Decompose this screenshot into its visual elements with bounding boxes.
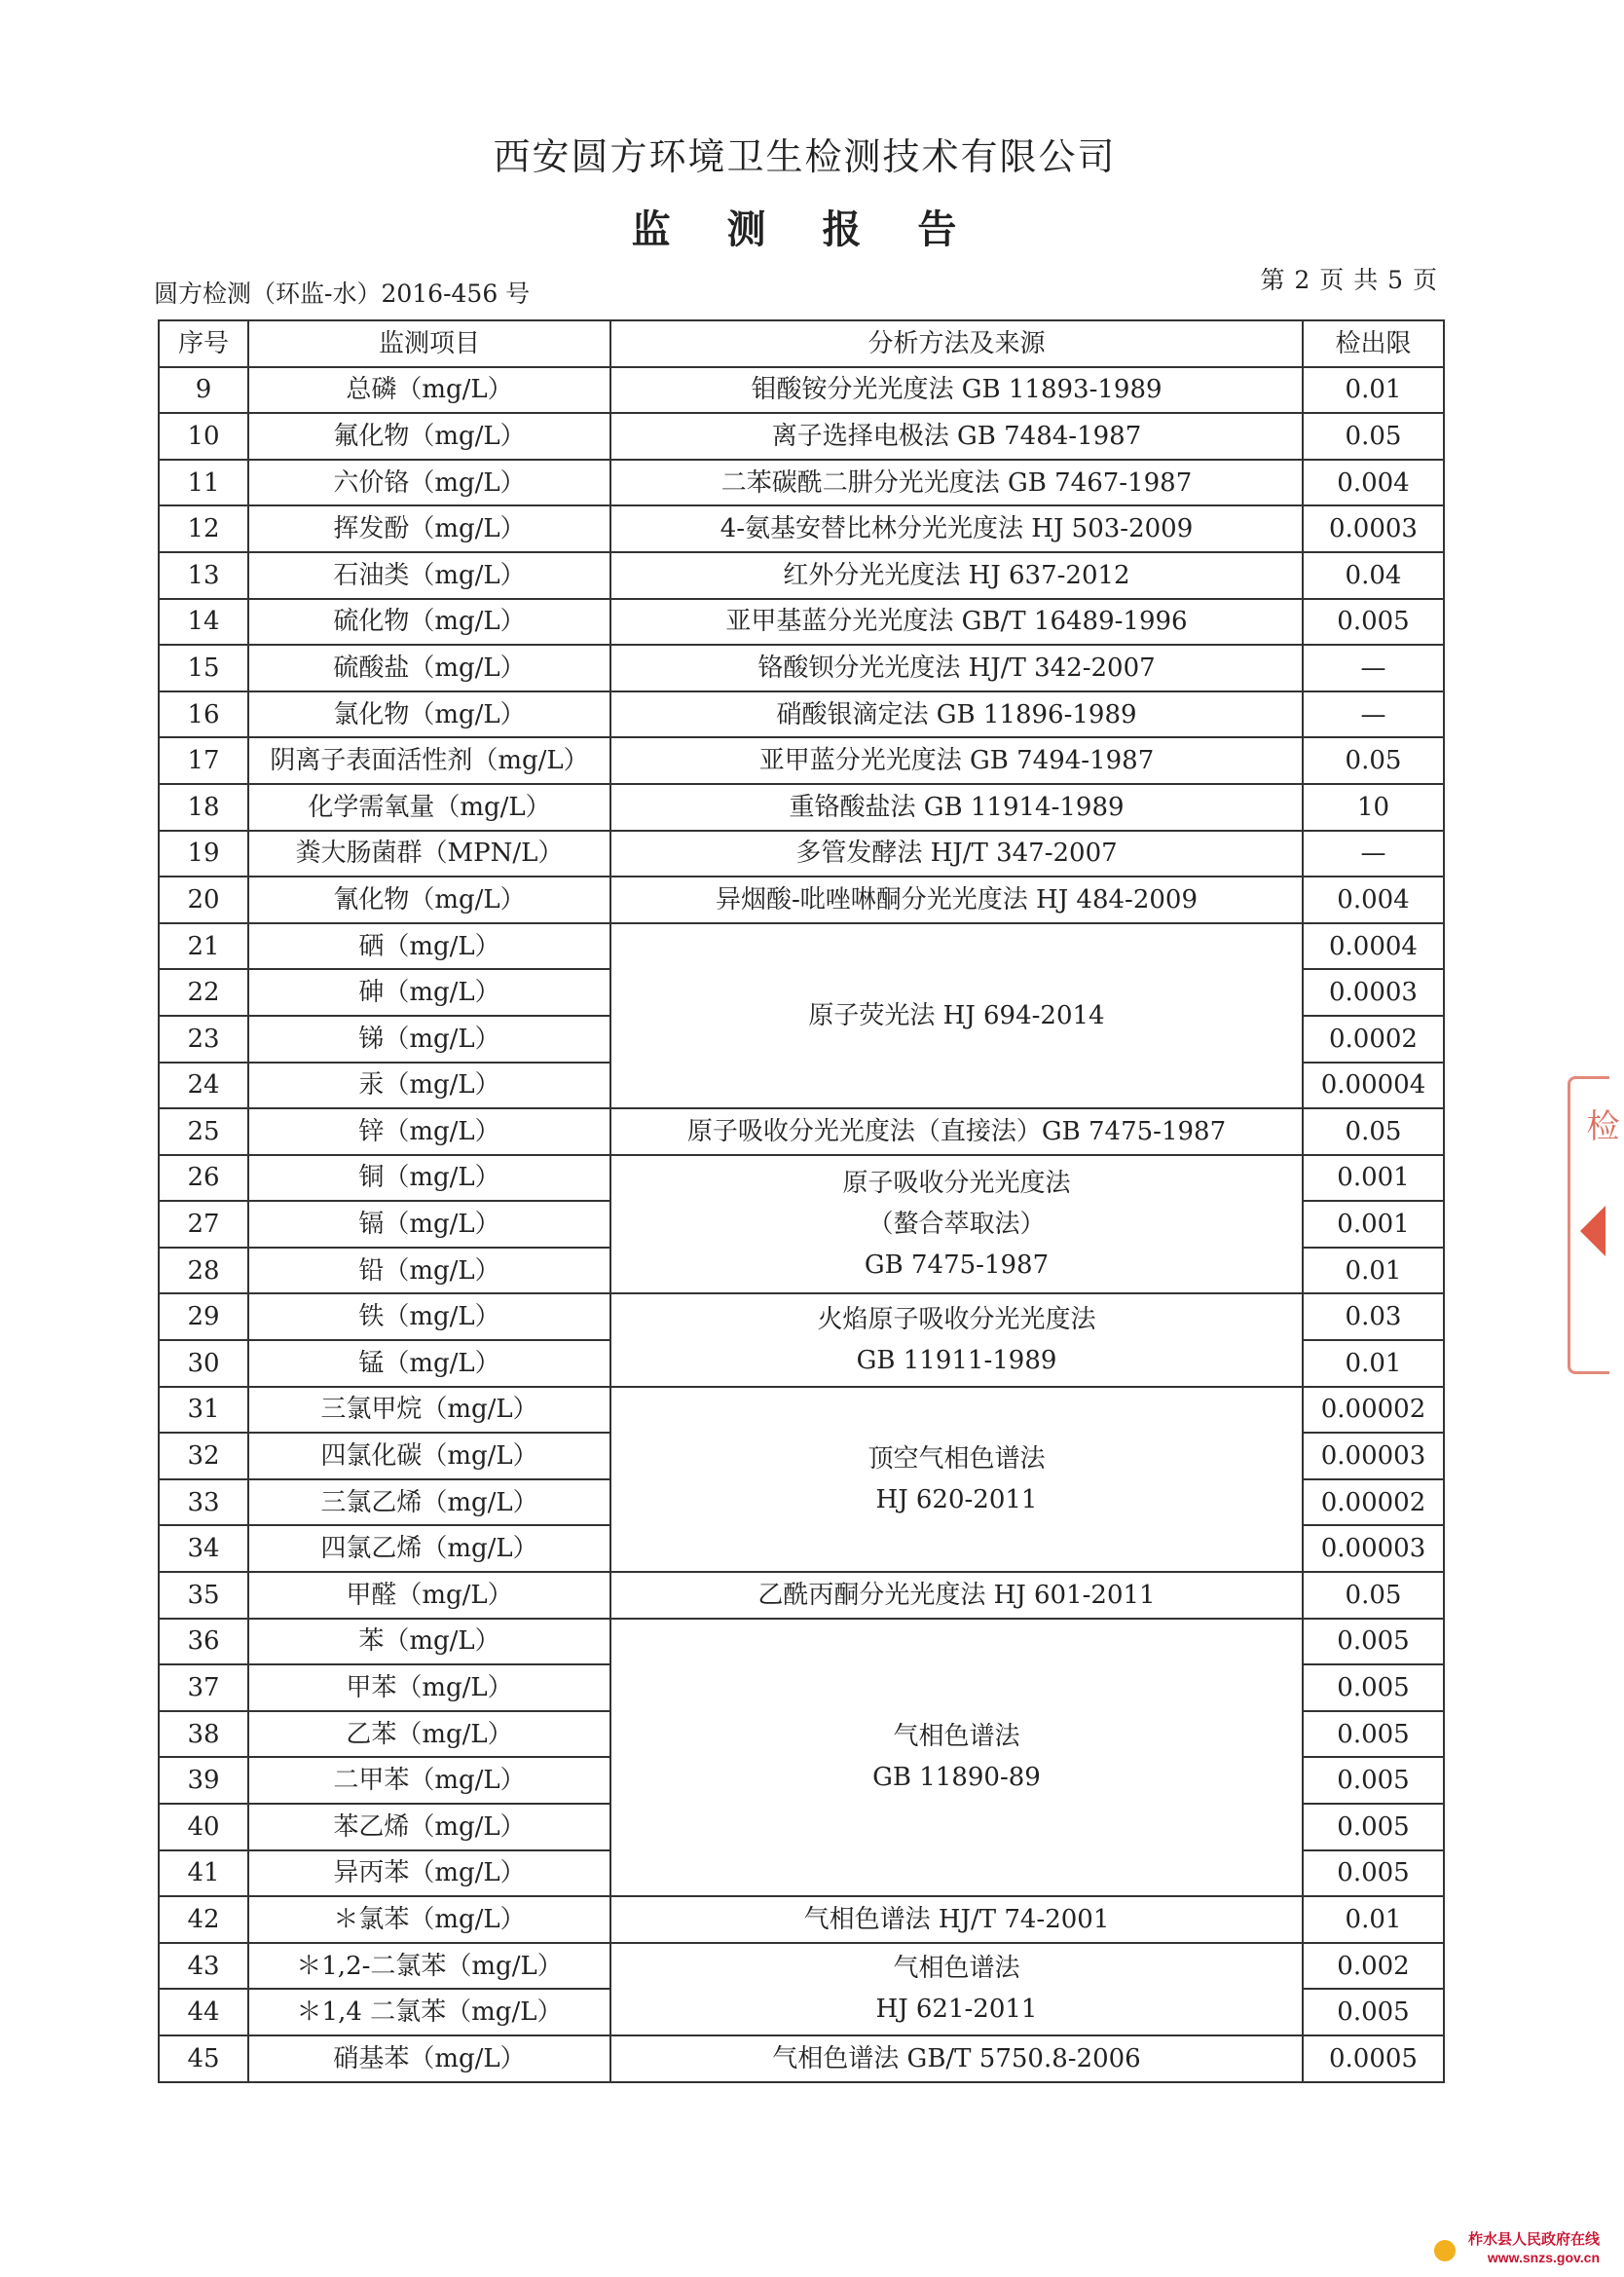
row-number: 19 <box>159 831 248 877</box>
row-number: 38 <box>159 1711 248 1758</box>
watermark-site-name: 柞水县人民政府在线 <box>1467 2231 1600 2248</box>
detection-limit: 0.0002 <box>1303 1016 1444 1063</box>
site-logo-icon <box>1434 2240 1456 2261</box>
detection-limit: — <box>1303 831 1444 877</box>
detection-limit: 0.00003 <box>1303 1525 1444 1572</box>
analysis-method-line: HJ 621-2011 <box>875 1995 1038 2025</box>
monitoring-item: 四氯乙烯（mg/L） <box>248 1525 610 1572</box>
row-number: 27 <box>159 1201 248 1248</box>
row-number: 33 <box>159 1479 248 1526</box>
table-row <box>159 599 1444 646</box>
detection-limit: 0.005 <box>1303 1850 1444 1897</box>
analysis-method-line: 重铬酸盐法 GB 11914-1989 <box>789 792 1125 822</box>
detection-limit: 0.005 <box>1303 1989 1444 2035</box>
detection-limit: 0.04 <box>1303 552 1444 599</box>
monitoring-item: 六价铬（mg/L） <box>248 460 610 506</box>
row-number: 9 <box>159 367 248 414</box>
detection-limit: — <box>1303 691 1444 738</box>
table-row <box>159 1387 1444 1434</box>
monitoring-item: 四氯化碳（mg/L） <box>248 1433 610 1479</box>
row-number: 37 <box>159 1664 248 1711</box>
monitoring-item: 锑（mg/L） <box>248 1016 610 1063</box>
row-number: 32 <box>159 1433 248 1479</box>
row-number: 11 <box>159 460 248 506</box>
page-number: 第 2 页 共 5 页 <box>1260 266 1438 294</box>
analysis-method-line: 气相色谱法 <box>893 1722 1020 1752</box>
monitoring-item: 锰（mg/L） <box>248 1340 610 1387</box>
monitoring-item: 阴离子表面活性剂（mg/L） <box>248 737 610 784</box>
analysis-method <box>610 1387 1303 1572</box>
row-number: 15 <box>159 645 248 691</box>
detection-limit: 0.00004 <box>1303 1063 1444 1109</box>
table-row <box>159 831 1444 877</box>
row-number: 30 <box>159 1340 248 1387</box>
analysis-method-line: 气相色谱法 <box>893 1954 1020 1984</box>
monitoring-item: 异丙苯（mg/L） <box>248 1850 610 1897</box>
analysis-method-line: 原子吸收分光光度法（直接法）GB 7475-1987 <box>686 1116 1227 1146</box>
monitoring-item: 粪大肠菌群（MPN/L） <box>248 831 610 877</box>
monitoring-item: 苯（mg/L） <box>248 1619 610 1665</box>
monitoring-item: 化学需氧量（mg/L） <box>248 784 610 831</box>
row-number: 20 <box>159 877 248 923</box>
analysis-method <box>610 599 1303 646</box>
detection-limit: 0.005 <box>1303 1757 1444 1804</box>
table-row <box>159 2035 1444 2082</box>
analysis-method <box>610 645 1303 691</box>
monitoring-item: 三氯甲烷（mg/L） <box>248 1387 610 1434</box>
row-number: 34 <box>159 1525 248 1572</box>
table-row <box>159 784 1444 831</box>
table-body <box>159 367 1444 2082</box>
monitoring-item: 氟化物（mg/L） <box>248 413 610 460</box>
detection-limit: 0.002 <box>1303 1943 1444 1990</box>
report-title: 监 测 报 告 <box>631 206 978 252</box>
analysis-method <box>610 552 1303 599</box>
row-number: 45 <box>159 2035 248 2082</box>
table-row <box>159 460 1444 506</box>
row-number: 41 <box>159 1850 248 1897</box>
table-row <box>159 737 1444 784</box>
watermark-site-url: www.snzs.gov.cn <box>1487 2250 1600 2265</box>
detection-limit: 0.05 <box>1303 1108 1444 1155</box>
detection-limit: 0.0005 <box>1303 2035 1444 2082</box>
monitoring-item: 三氯乙烯（mg/L） <box>248 1479 610 1526</box>
analysis-method <box>610 784 1303 831</box>
detection-limit: 0.005 <box>1303 1619 1444 1665</box>
stamp-text: 检 <box>1580 1108 1619 1141</box>
company-name: 西安圆方环境卫生检测技术有限公司 <box>493 135 1117 178</box>
row-number: 14 <box>159 599 248 646</box>
table-row <box>159 1293 1444 1340</box>
row-number: 24 <box>159 1063 248 1109</box>
analysis-method-line: 异烟酸-吡唑啉酮分光光度法 HJ 484-2009 <box>716 884 1198 915</box>
detection-limit: 0.01 <box>1303 1896 1444 1943</box>
row-number: 23 <box>159 1016 248 1063</box>
monitoring-item: 甲苯（mg/L） <box>248 1664 610 1711</box>
detection-limit: 0.005 <box>1303 599 1444 646</box>
analysis-method <box>610 367 1303 414</box>
detection-limit: 0.001 <box>1303 1155 1444 1202</box>
analysis-method <box>610 1619 1303 1897</box>
detection-limit: 0.05 <box>1303 737 1444 784</box>
row-number: 16 <box>159 691 248 738</box>
table-row <box>159 1155 1444 1202</box>
detection-limit: 0.01 <box>1303 367 1444 414</box>
analysis-method-line: 红外分光光度法 HJ 637-2012 <box>783 560 1130 590</box>
analysis-method-line: 多管发酵法 HJ/T 347-2007 <box>795 839 1118 869</box>
detection-limit: 0.005 <box>1303 1711 1444 1758</box>
column-header-limit: 检出限 <box>1303 320 1444 367</box>
analysis-method-line: GB 11890-89 <box>872 1763 1041 1793</box>
detection-limit: 0.03 <box>1303 1293 1444 1340</box>
monitoring-item: 氯化物（mg/L） <box>248 691 610 738</box>
analysis-method-line: HJ 620-2011 <box>875 1484 1038 1514</box>
column-header-no: 序号 <box>159 320 248 367</box>
detection-limit: 0.05 <box>1303 413 1444 460</box>
analysis-method <box>610 1943 1303 2035</box>
monitoring-item: 硫酸盐（mg/L） <box>248 645 610 691</box>
monitoring-item: 硝基苯（mg/L） <box>248 2035 610 2082</box>
analysis-method <box>610 2035 1303 2082</box>
detection-limit: 0.00002 <box>1303 1479 1444 1526</box>
detection-limit: 0.01 <box>1303 1248 1444 1294</box>
monitoring-item: 铅（mg/L） <box>248 1248 610 1294</box>
monitoring-item: 乙苯（mg/L） <box>248 1711 610 1758</box>
table-row <box>159 367 1444 414</box>
analysis-method <box>610 460 1303 506</box>
analysis-method-line: （螯合萃取法） <box>867 1210 1046 1240</box>
analysis-method-line: 原子吸收分光光度法 <box>842 1169 1071 1199</box>
table-row <box>159 505 1444 552</box>
table-row <box>159 877 1444 923</box>
detection-limit: — <box>1303 645 1444 691</box>
table-row <box>159 1619 1444 1665</box>
analysis-method-line: 亚甲基蓝分光光度法 GB/T 16489-1996 <box>725 607 1188 637</box>
analysis-method-line: 气相色谱法 GB/T 5750.8-2006 <box>772 2043 1141 2073</box>
analysis-method-line: 离子选择电极法 GB 7484-1987 <box>771 421 1142 451</box>
analysis-method-line: 亚甲蓝分光光度法 GB 7494-1987 <box>758 746 1155 776</box>
monitoring-item: 铜（mg/L） <box>248 1155 610 1202</box>
analysis-method <box>610 505 1303 552</box>
analysis-method <box>610 877 1303 923</box>
table-header-row <box>159 320 1444 367</box>
table-row <box>159 691 1444 738</box>
row-number: 10 <box>159 413 248 460</box>
table-row <box>159 1896 1444 1943</box>
row-number: 12 <box>159 505 248 552</box>
row-number: 42 <box>159 1896 248 1943</box>
row-number: 26 <box>159 1155 248 1202</box>
monitoring-table <box>158 319 1445 2083</box>
row-number: 21 <box>159 923 248 970</box>
table-row <box>159 645 1444 691</box>
monitoring-item: 氰化物（mg/L） <box>248 877 610 923</box>
monitoring-item: 挥发酚（mg/L） <box>248 505 610 552</box>
analysis-method-line: 硝酸银滴定法 GB 11896-1989 <box>776 699 1137 729</box>
analysis-method <box>610 1293 1303 1386</box>
column-header-method: 分析方法及来源 <box>610 320 1303 367</box>
monitoring-item: 镉（mg/L） <box>248 1201 610 1248</box>
analysis-method-line: 火焰原子吸收分光光度法 <box>817 1305 1096 1335</box>
row-number: 13 <box>159 552 248 599</box>
analysis-method-line: 二苯碳酰二肼分光光度法 GB 7467-1987 <box>720 467 1193 498</box>
analysis-method <box>610 831 1303 877</box>
row-number: 44 <box>159 1989 248 2035</box>
analysis-method-line: 钼酸铵分光光度法 GB 11893-1989 <box>751 375 1163 405</box>
monitoring-item: 汞（mg/L） <box>248 1063 610 1109</box>
detection-limit: 0.0003 <box>1303 505 1444 552</box>
table-row <box>159 1943 1444 1990</box>
analysis-method <box>610 1896 1303 1943</box>
detection-limit: 0.0003 <box>1303 969 1444 1016</box>
analysis-method <box>610 923 1303 1108</box>
detection-limit: 0.05 <box>1303 1572 1444 1619</box>
analysis-method <box>610 1572 1303 1619</box>
inspection-stamp <box>1568 1076 1619 1374</box>
monitoring-item: 苯乙烯（mg/L） <box>248 1804 610 1850</box>
row-number: 39 <box>159 1757 248 1804</box>
row-number: 18 <box>159 784 248 831</box>
monitoring-item: 总磷（mg/L） <box>248 367 610 414</box>
row-number: 40 <box>159 1804 248 1850</box>
analysis-method-line: 气相色谱法 HJ/T 74-2001 <box>803 1904 1110 1934</box>
row-number: 25 <box>159 1108 248 1155</box>
monitoring-item: ＊1,2-二氯苯（mg/L） <box>248 1943 610 1990</box>
column-header-item: 监测项目 <box>248 320 610 367</box>
detection-limit: 0.01 <box>1303 1340 1444 1387</box>
analysis-method <box>610 1155 1303 1294</box>
row-number: 22 <box>159 969 248 1016</box>
stamp-triangle-mark <box>1580 1206 1606 1256</box>
detection-limit: 0.004 <box>1303 460 1444 506</box>
detection-limit: 0.001 <box>1303 1201 1444 1248</box>
row-number: 43 <box>159 1943 248 1990</box>
table-row <box>159 1572 1444 1619</box>
table-row <box>159 552 1444 599</box>
analysis-method <box>610 413 1303 460</box>
row-number: 17 <box>159 737 248 784</box>
detection-limit: 0.0004 <box>1303 923 1444 970</box>
row-number: 29 <box>159 1293 248 1340</box>
monitoring-item: ＊1,4 二氯苯（mg/L） <box>248 1989 610 2035</box>
detection-limit: 10 <box>1303 784 1444 831</box>
document-number: 圆方检测（环监-水）2016-456 号 <box>154 280 531 308</box>
analysis-method <box>610 1108 1303 1155</box>
detection-limit: 0.005 <box>1303 1664 1444 1711</box>
table-row <box>159 1108 1444 1155</box>
monitoring-item: 硫化物（mg/L） <box>248 599 610 646</box>
detection-limit: 0.00002 <box>1303 1387 1444 1434</box>
analysis-method <box>610 691 1303 738</box>
monitoring-item: 石油类（mg/L） <box>248 552 610 599</box>
monitoring-item: 硒（mg/L） <box>248 923 610 970</box>
analysis-method-line: 铬酸钡分光光度法 HJ/T 342-2007 <box>757 653 1156 683</box>
table-row <box>159 413 1444 460</box>
monitoring-item: 甲醛（mg/L） <box>248 1572 610 1619</box>
monitoring-item: ＊氯苯（mg/L） <box>248 1896 610 1943</box>
monitoring-item: 锌（mg/L） <box>248 1108 610 1155</box>
table-row <box>159 923 1444 970</box>
analysis-method-line: 顶空气相色谱法 <box>867 1443 1046 1474</box>
detection-limit: 0.004 <box>1303 877 1444 923</box>
analysis-method-line: GB 7475-1987 <box>864 1250 1050 1281</box>
analysis-method <box>610 737 1303 784</box>
analysis-method-line: 4-氨基安替比林分光光度法 HJ 503-2009 <box>720 514 1194 544</box>
row-number: 35 <box>159 1572 248 1619</box>
row-number: 31 <box>159 1387 248 1434</box>
monitoring-item: 铁（mg/L） <box>248 1293 610 1340</box>
monitoring-item: 二甲苯（mg/L） <box>248 1757 610 1804</box>
analysis-method-line: 乙酰丙酮分光光度法 HJ 601-2011 <box>757 1580 1156 1610</box>
detection-limit: 0.00003 <box>1303 1433 1444 1479</box>
row-number: 28 <box>159 1248 248 1294</box>
monitoring-item: 砷（mg/L） <box>248 969 610 1016</box>
analysis-method-line: GB 11911-1989 <box>856 1346 1057 1376</box>
row-number: 36 <box>159 1619 248 1665</box>
analysis-method-line: 原子荧光法 HJ 694-2014 <box>808 1000 1105 1030</box>
detection-limit: 0.005 <box>1303 1804 1444 1850</box>
